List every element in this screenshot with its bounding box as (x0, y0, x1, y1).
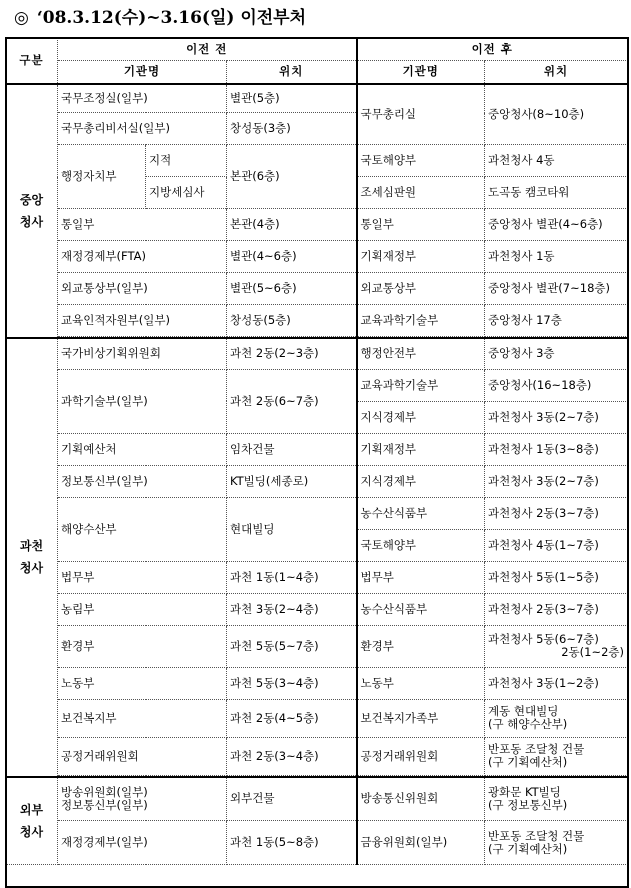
table-row (6, 625, 628, 667)
new-location-cell: 반포동 조달청 건물 (구 기획예산처) (485, 821, 628, 865)
location-cell: 과천 2동(3~4층) (227, 737, 357, 775)
new-agency-cell: 지식경제부 (357, 401, 485, 433)
heading-text: ‘08.3.12(수)~3.16(일) 이전부처 (36, 8, 307, 28)
header-location-before: 위치 (227, 61, 357, 84)
location-cell: 본관(4층) (227, 209, 357, 241)
sub-agency-cell: 지방세심사 (146, 177, 227, 209)
new-location-cell: 과천청사 4동(1~7층) (485, 529, 628, 561)
new-location-cell: 과천청사 2동(3~7층) (485, 497, 628, 529)
location-cell: KT빌딩(세종로) (227, 465, 357, 497)
agency-cell: 과학기술부(일부) (58, 369, 227, 433)
bullet-icon: ◎ (14, 8, 29, 28)
new-location-cell: 과천청사 1동 (485, 241, 628, 273)
new-agency-cell: 방송통신위원회 (357, 777, 485, 821)
table-row (6, 273, 628, 305)
header-before: 이전 전 (58, 38, 357, 61)
new-location-cell: 중앙청사(8~10층) (485, 84, 628, 145)
new-location-cell: 중앙청사 별관(4~6층) (485, 209, 628, 241)
table-row (6, 561, 628, 593)
table-row (6, 433, 628, 465)
location-cell: 현대빌딩 (227, 497, 357, 561)
header-after: 이전 후 (357, 38, 628, 61)
new-agency-cell: 국무총리실 (357, 84, 485, 145)
new-agency-cell: 농수산식품부 (357, 497, 485, 529)
new-location-cell: 계동 현대빌딩 (구 해양수산부) (485, 699, 628, 737)
location-cell: 과천 1동(1~4층) (227, 561, 357, 593)
new-agency-cell: 조세심판원 (357, 177, 485, 209)
new-location-cell: 과천청사 3동(1~2층) (485, 667, 628, 699)
agency-cell: 교육인적자원부(일부) (58, 305, 227, 337)
new-agency-cell: 환경부 (357, 625, 485, 667)
table-row (6, 209, 628, 241)
agency-cell: 국무총리비서실(일부) (58, 113, 227, 145)
sub-agency-cell: 지적 (146, 145, 227, 177)
new-location-cell: 중앙청사(16~18층) (485, 369, 628, 401)
table-row (6, 465, 628, 497)
table-row (6, 593, 628, 625)
new-location-cell: 도곡동 캠코타워 (485, 177, 628, 209)
agency-cell: 재정경제부(FTA) (58, 241, 227, 273)
agency-cell: 환경부 (58, 625, 227, 667)
new-agency-cell: 법무부 (357, 561, 485, 593)
new-agency-cell: 기획재정부 (357, 433, 485, 465)
table-row (6, 667, 628, 699)
agency-cell: 통일부 (58, 209, 227, 241)
location-cell: 창성동(3층) (227, 113, 357, 145)
new-agency-cell: 행정안전부 (357, 338, 485, 369)
agency-cell: 기획예산처 (58, 433, 227, 465)
new-agency-cell: 지식경제부 (357, 465, 485, 497)
new-location-cell: 과천청사 3동(2~7층) (485, 401, 628, 433)
location-cell: 과천 5동(5~7층) (227, 625, 357, 667)
new-location-cell: 광화문 KT빌딩 (구 정보통신부) (485, 777, 628, 821)
header-group: 구분 (6, 38, 58, 84)
agency-cell: 농림부 (58, 593, 227, 625)
new-location-cell: 과천청사 3동(2~7층) (485, 465, 628, 497)
table-row (6, 241, 628, 273)
location-cell: 과천 2동(6~7층) (227, 369, 357, 433)
new-agency-cell: 외교통상부 (357, 273, 485, 305)
header-agency-after: 기관명 (357, 61, 485, 84)
new-agency-cell: 기획재정부 (357, 241, 485, 273)
new-agency-cell: 공정거래위원회 (357, 737, 485, 775)
table-row (6, 338, 628, 369)
table-row (6, 821, 628, 865)
new-location-cell: 과천청사 4동 (485, 145, 628, 177)
agency-cell: 국무조정실(일부) (58, 84, 227, 113)
agency-cell: 방송위원회(일부) 정보통신부(일부) (58, 777, 227, 821)
header-agency-before: 기관명 (58, 61, 227, 84)
agency-cell: 해양수산부 (58, 497, 227, 561)
location-cell: 과천 3동(2~4층) (227, 593, 357, 625)
new-location-cell: 과천청사 5동(1~5층) (485, 561, 628, 593)
agency-cell: 재정경제부(일부) (58, 821, 227, 865)
agency-cell: 정보통신부(일부) (58, 465, 227, 497)
table-row (6, 145, 628, 177)
new-agency-cell: 농수산식품부 (357, 593, 485, 625)
agency-cell: 공정거래위원회 (58, 737, 227, 775)
new-location-cell: 중앙청사 별관(7~18층) (485, 273, 628, 305)
location-cell: 외부건물 (227, 777, 357, 821)
new-location-cell: 과천청사 5동(6~7층) 2동(1~2층) (485, 625, 628, 667)
location-cell: 별관(5~6층) (227, 273, 357, 305)
table-row (6, 497, 628, 529)
location-cell: 창성동(5층) (227, 305, 357, 337)
table-row (6, 737, 628, 775)
table-row (6, 84, 628, 113)
location-cell: 별관(4~6층) (227, 241, 357, 273)
agency-cell: 법무부 (58, 561, 227, 593)
location-cell: 과천 5동(3~4층) (227, 667, 357, 699)
agency-cell: 국가비상기획위원회 (58, 338, 227, 369)
table-row (6, 777, 628, 821)
table-row (6, 305, 628, 337)
new-agency-cell: 국토해양부 (357, 529, 485, 561)
location-cell: 과천 2동(4~5층) (227, 699, 357, 737)
table-row (6, 369, 628, 401)
new-location-cell: 과천청사 2동(3~7층) (485, 593, 628, 625)
new-location-cell: 중앙청사 17층 (485, 305, 628, 337)
group-outside: 외부 청사 (6, 777, 58, 865)
location-cell: 본관(6층) (227, 145, 357, 209)
location-cell: 임차건물 (227, 433, 357, 465)
agency-cell: 행정자치부 (58, 145, 146, 209)
new-agency-cell: 교육과학기술부 (357, 305, 485, 337)
agency-cell: 외교통상부(일부) (58, 273, 227, 305)
group-central: 중앙 청사 (6, 84, 58, 339)
location-cell: 별관(5층) (227, 84, 357, 113)
new-agency-cell: 금융위원회(일부) (357, 821, 485, 865)
location-cell: 과천 1동(5~8층) (227, 821, 357, 865)
new-agency-cell: 교육과학기술부 (357, 369, 485, 401)
page-heading (14, 4, 306, 32)
new-agency-cell: 보건복지가족부 (357, 699, 485, 737)
new-location-cell: 반포동 조달청 건물 (구 기획예산처) (485, 737, 628, 775)
agency-cell: 노동부 (58, 667, 227, 699)
header-location-after: 위치 (485, 61, 628, 84)
new-agency-cell: 노동부 (357, 667, 485, 699)
new-location-cell: 중앙청사 3층 (485, 338, 628, 369)
location-cell: 과천 2동(2~3층) (227, 338, 357, 369)
table-row (6, 699, 628, 737)
new-agency-cell: 국토해양부 (357, 145, 485, 177)
new-agency-cell: 통일부 (357, 209, 485, 241)
agency-cell: 보건복지부 (58, 699, 227, 737)
new-location-cell: 과천청사 1동(3~8층) (485, 433, 628, 465)
group-gwacheon: 과천 청사 (6, 338, 58, 777)
relocation-table (5, 37, 628, 865)
